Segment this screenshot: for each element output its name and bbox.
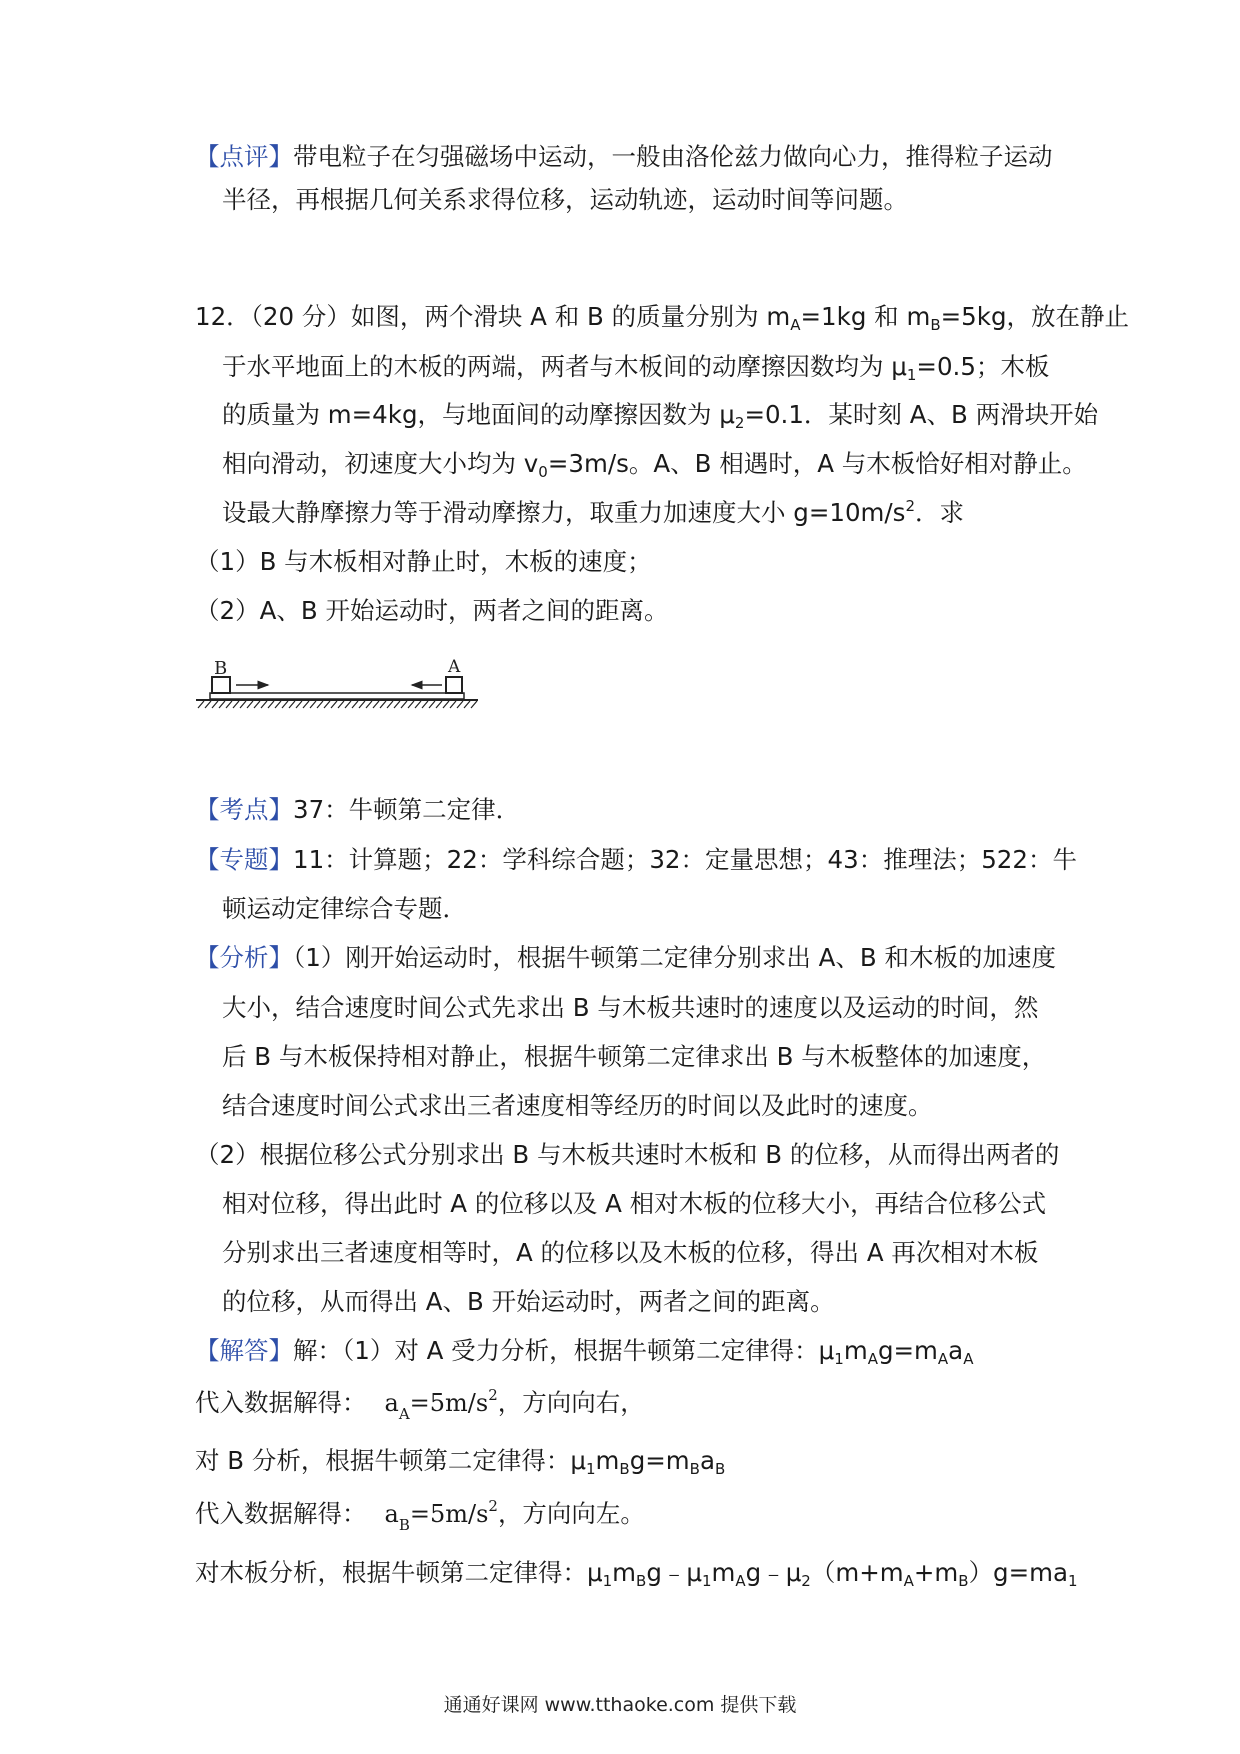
jieda-text: a [699,1446,715,1475]
problem-text: =0.5；木板 [916,352,1050,381]
problem-line-5 [222,496,964,533]
figure-label-a: A [448,657,461,677]
kaodian-tag: 【考点】 [195,795,293,824]
subscript: B [619,1460,630,1478]
block-b [212,677,230,693]
formula-aA [384,1386,498,1423]
fenxi-tag: 【分析】 [195,943,293,972]
jieda-text: g=m [629,1446,690,1475]
problem-text: 的质量为 m=4kg，与地面间的动摩擦因数为 μ [222,400,735,429]
formula-part: a [384,1500,399,1528]
fenxi-line-3: 后 B 与木板保持相对静止，根据牛顿第二定律求出 B 与木板整体的加速度， [222,1042,1047,1071]
subscript: A [937,1350,949,1368]
jieda-text: g=m [877,1336,938,1365]
fenxi-line-8: 的位移，从而得出 A、B 开始运动时，两者之间的距离。 [222,1287,835,1316]
fenxi-text-1: （1）刚开始运动时，根据牛顿第二定律分别求出 A、B 和木板的加速度 [293,943,1056,972]
subscript: B [636,1572,647,1590]
fenxi-line-7: 分别求出三者速度相等时，A 的位移以及木板的位移，得出 A 再次相对木板 [222,1238,1039,1267]
problem-text: =3m/s。A、B 相遇时，A 与木板恰好相对静止。 [547,449,1087,478]
problem-line-2 [222,350,1049,387]
jieda-text: m [711,1558,736,1587]
problem-line-1 [195,300,1129,337]
subscript: 2 [734,414,745,432]
zhuanti-line-2: 顿运动定律综合专题． [222,894,467,923]
subscript: 1 [906,366,917,384]
subscript: B [398,1516,410,1534]
jieda-text: g﹣μ [745,1558,802,1587]
zhuanti-text-1: 11：计算题；22：学科综合题；32：定量思想；43：推理法；522：牛 [293,845,1077,874]
zhuanti-tag: 【专题】 [195,845,293,874]
formula-aB [384,1497,498,1534]
board [210,693,464,699]
problem-text: 于水平地面上的木板的两端，两者与木板间的动摩擦因数均为 μ [222,352,907,381]
kaodian-text: 37：牛顿第二定律． [293,795,521,824]
jieda-line-3 [195,1444,725,1481]
subscript: A [398,1405,410,1423]
jieda-text: 解：（1）对 A 受力分析，根据牛顿第二定律得：μ [293,1336,835,1365]
jieda-text: （m+m [810,1558,904,1587]
page-footer: 通通好课网 www.tthaoke.com 提供下载 [443,1694,797,1716]
jieda-text: m [612,1558,637,1587]
problem-text: 设最大静摩擦力等于滑动摩擦力，取重力加速度大小 g=10m/s [222,498,906,527]
review-line-1 [195,140,1053,174]
subscript: B [930,316,941,334]
problem-text: =0.1．某时刻 A、B 两滑块开始 [744,400,1099,429]
fenxi-line-1 [195,941,1056,975]
problem-text: =1kg 和 m [800,302,931,331]
superscript: 2 [905,497,915,515]
jieda-text: g﹣μ [646,1558,702,1587]
kaodian-line [195,793,520,827]
jieda-line-5 [195,1556,1078,1593]
review-tag: 【点评】 [195,142,293,171]
subscript: 1 [1068,1572,1078,1590]
jieda-text: ）g=ma [968,1558,1069,1587]
figure-label-b: B [214,658,228,679]
jieda-line-1 [195,1334,973,1371]
jieda-text: m [843,1336,868,1365]
fenxi-line-2: 大小，结合速度时间公式先求出 B 与木板共速时的速度以及运动的时间，然 [222,993,1039,1022]
superscript: 2 [488,1497,498,1515]
review-line-2: 半径，再根据几何关系求得位移，运动轨迹，运动时间等问题。 [222,185,908,214]
formula-part: =5m/s [409,1389,489,1417]
problem-text: =5kg，放在静止 [940,302,1129,331]
subscript: A [735,1572,746,1590]
subscript: B [714,1460,726,1478]
jieda-text: ，方向向左。 [497,1499,645,1528]
subscript: A [963,1350,974,1368]
zhuanti-line-1 [195,843,1077,877]
subscript: 1 [701,1572,712,1590]
problem-text: 12．（20 分）如图，两个滑块 A 和 B 的质量分别为 m [195,302,791,331]
jieda-text: 对木板分析，根据牛顿第二定律得：μ [195,1558,603,1587]
review-text-1: 带电粒子在匀强磁场中运动，一般由洛伦兹力做向心力，推得粒子运动 [293,142,1053,171]
problem-figure [190,650,490,730]
fenxi-line-4: 结合速度时间公式求出三者速度相等经历的时间以及此时的速度。 [222,1091,933,1120]
fenxi-line-5: （2）根据位移公式分别求出 B 与木板共速时木板和 B 的位移，从而得出两者的 [195,1140,1060,1169]
jieda-text: 对 B 分析，根据牛顿第二定律得：μ [195,1446,586,1475]
jieda-line-2 [195,1386,645,1423]
jieda-text: 代入数据解得： [195,1388,367,1417]
subscript: 1 [585,1460,596,1478]
subscript: B [958,1572,969,1590]
block-a [446,677,462,693]
jieda-text: a [948,1336,964,1365]
jieda-text: 代入数据解得： [195,1499,367,1528]
jieda-tag: 【解答】 [195,1336,293,1365]
formula-part: =5m/s [409,1500,489,1528]
subscript: A [867,1350,878,1368]
problem-text: ．求 [914,498,964,527]
subscript: 2 [801,1572,811,1590]
fenxi-line-6: 相对位移，得出此时 A 的位移以及 A 相对木板的位移大小，再结合位移公式 [222,1189,1047,1218]
subscript: 1 [834,1350,844,1368]
question-1: （1）B 与木板相对静止时，木板的速度； [195,547,652,576]
jieda-text: m [595,1446,620,1475]
question-2: （2）A、B 开始运动时，两者之间的距离。 [195,596,669,625]
problem-line-3 [222,398,1098,435]
subscript: A [790,316,801,334]
ground-hatch [198,701,477,708]
jieda-text: +m [913,1558,959,1587]
subscript: B [689,1460,700,1478]
subscript: A [903,1572,914,1590]
subscript: 1 [602,1572,613,1590]
problem-text: 相向滑动，初速度大小均为 v [222,449,539,478]
subscript: 0 [538,463,548,481]
formula-part: a [384,1389,399,1417]
problem-line-4 [222,447,1087,484]
jieda-text: ，方向向右， [497,1388,645,1417]
jieda-line-4 [195,1497,645,1534]
superscript: 2 [488,1386,498,1404]
